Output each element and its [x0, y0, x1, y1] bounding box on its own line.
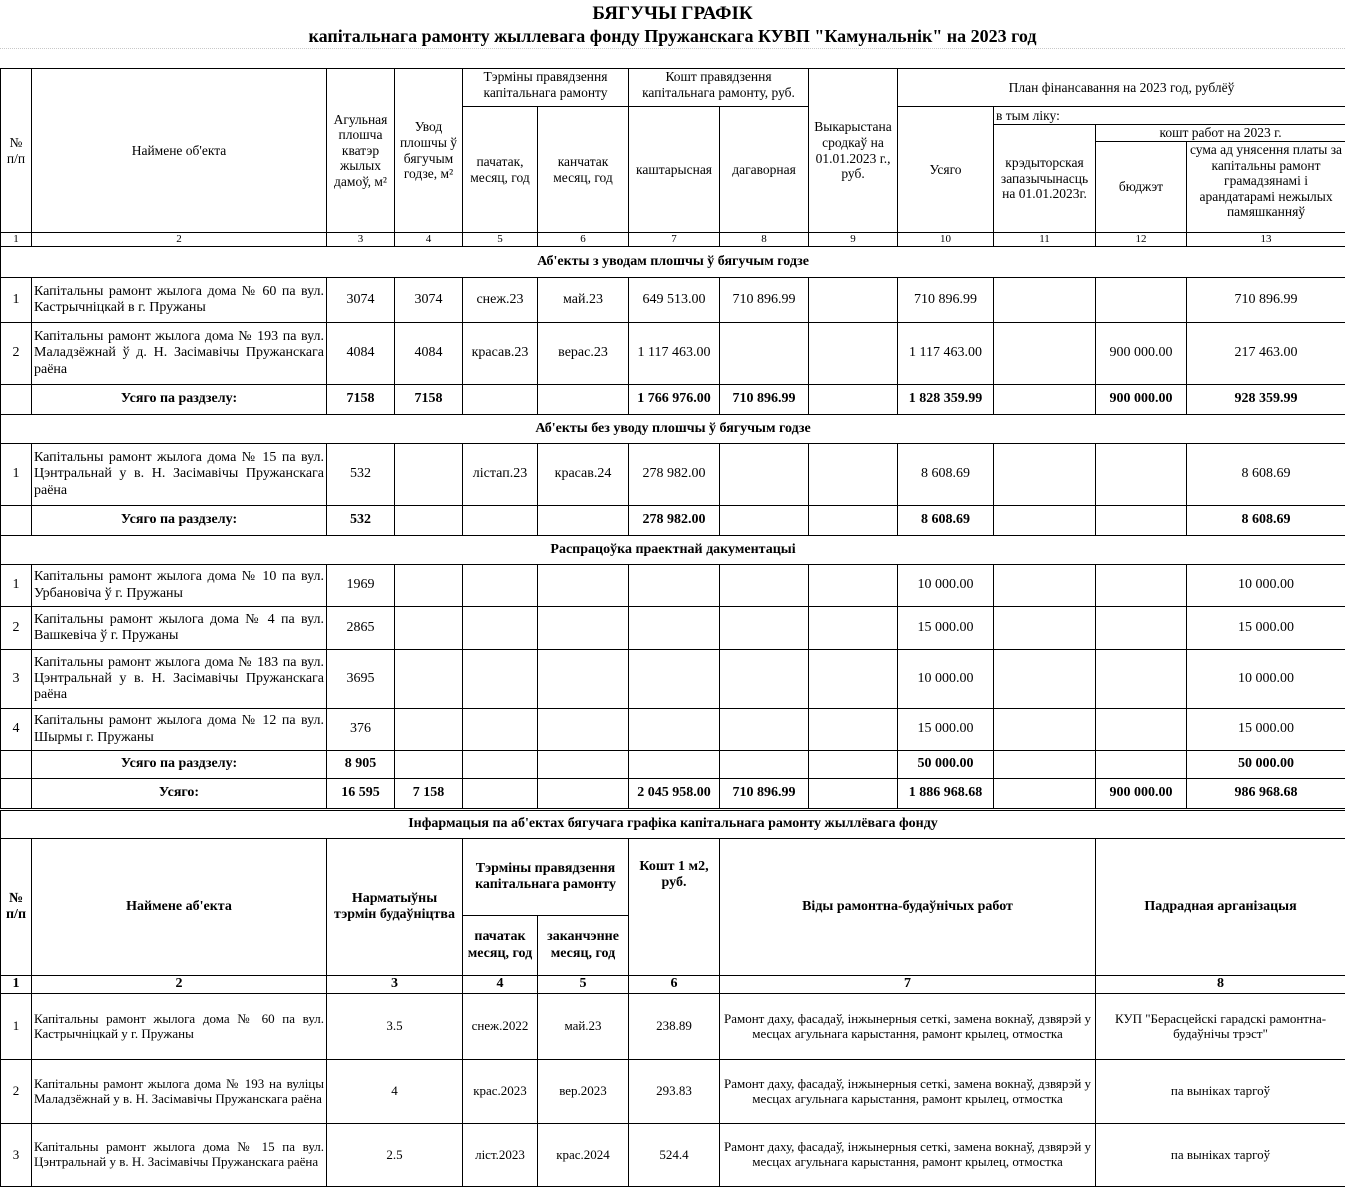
- cell-budget: [1096, 444, 1187, 506]
- cell-budget: [1096, 278, 1187, 323]
- cell-payment: 8 608.69: [1187, 444, 1345, 506]
- cell-estimate: [629, 650, 720, 709]
- subtotal-row: [1, 506, 1345, 536]
- cell-commissioned: [395, 565, 463, 607]
- cell-commissioned: [395, 650, 463, 709]
- page-subtitle: капітальнага рамонту жыллевага фонду Пружанскага КУВП "Камунальнік" на 2023 год: [308, 26, 1037, 46]
- subtotal-label: Усяго па раздзелу:: [32, 385, 327, 415]
- subtotal-estimate: 1 766 976.00: [629, 385, 720, 415]
- end-date: крас.2024: [538, 1124, 629, 1187]
- cell-creditor: [994, 323, 1096, 385]
- start-date: ліст.2023: [463, 1124, 538, 1187]
- table-row: [1, 709, 1345, 751]
- subtotal-empty: [463, 751, 538, 779]
- subtotal-area: 7158: [327, 385, 395, 415]
- row-number: 2: [1, 323, 32, 385]
- row-number: 3: [1, 650, 32, 709]
- subtotal-budget: [1096, 751, 1187, 779]
- column-number: 5: [463, 233, 538, 247]
- section-title: Распрацоўка праектнай дакументацыі: [1, 536, 1345, 565]
- info-header-contractor: Падрадная арганізацыя: [1096, 839, 1345, 976]
- cell-total: 10 000.00: [898, 565, 994, 607]
- cell-creditor: [994, 278, 1096, 323]
- info-table: [0, 810, 1345, 1187]
- col-header-incl: в тым ліку:: [994, 107, 1345, 125]
- subtotal-area: 532: [327, 506, 395, 536]
- object-name: Капітальны рамонт жылога дома № 60 па вул. Кастрычніцкай у г. Пружаны: [32, 994, 327, 1060]
- row-number: 1: [1, 278, 32, 323]
- col-header-start: пачатак, месяц, год: [463, 107, 538, 233]
- table-row: [1, 565, 1345, 607]
- section-row: [1, 247, 1345, 278]
- object-name: Капітальны рамонт жылога дома № 15 па вул. Цэнтральнай у в. Н. Засімавічы Пружанскага раёна: [32, 444, 327, 506]
- subtotal-empty: [463, 506, 538, 536]
- subtotal-budget: 900 000.00: [1096, 385, 1187, 415]
- column-number: 11: [994, 233, 1096, 247]
- grand-total-empty: [809, 779, 898, 809]
- cell-area: 376: [327, 709, 395, 751]
- norm-term: 3.5: [327, 994, 463, 1060]
- col-header-area-total: Агульная плошча кватэр жылых дамоў, м²: [327, 69, 395, 233]
- cell-start: [463, 709, 538, 751]
- cell-contract: [720, 323, 809, 385]
- cell-used: [809, 709, 898, 751]
- subtotal-row: [1, 385, 1345, 415]
- row-number: 2: [1, 607, 32, 650]
- grid-divider: [0, 48, 1345, 49]
- row-number: 1: [1, 444, 32, 506]
- info-row: [1, 994, 1345, 1060]
- grand-total-empty: [994, 779, 1096, 809]
- column-number: 8: [1096, 976, 1345, 994]
- cell-area: 532: [327, 444, 395, 506]
- info-header-terms: Тэрміны правядзення капітальнага рамонту: [463, 839, 629, 916]
- subtotal-total: 50 000.00: [898, 751, 994, 779]
- cell-budget: [1096, 565, 1187, 607]
- subtotal-contract: 710 896.99: [720, 385, 809, 415]
- col-header-creditor: крэдыторская запазычынасць на 01.01.2023г.: [994, 125, 1096, 233]
- grand-total-empty: [463, 779, 538, 809]
- contractor: КУП "Берасцейскі гарадскі рамонтна-будаўнічы трэст": [1096, 994, 1345, 1060]
- table-row: [1, 278, 1345, 323]
- subtotal-row: [1, 751, 1345, 779]
- table-row: [1, 607, 1345, 650]
- subtotal-contract: [720, 506, 809, 536]
- end-date: май.23: [538, 994, 629, 1060]
- cell-contract: [720, 565, 809, 607]
- cell-creditor: [994, 444, 1096, 506]
- cell-end: май.23: [538, 278, 629, 323]
- col-header-terms: Тэрміны правядзення капітальнага рамонту: [483, 69, 608, 100]
- end-date: вер.2023: [538, 1060, 629, 1124]
- info-column-numbers-row: [1, 976, 1345, 994]
- row-number: 3: [1, 1124, 32, 1187]
- cell-estimate: [629, 565, 720, 607]
- column-number: 3: [327, 976, 463, 994]
- works-description: Рамонт даху, фасадаў, інжынерныя сеткі, замена вокнаў, дзвярэй у месцах агульнага карыстання, рамонт крылец, отмостка: [720, 1124, 1096, 1187]
- cell-budget: 900 000.00: [1096, 323, 1187, 385]
- cell-used: [809, 607, 898, 650]
- subtotal-empty: [809, 385, 898, 415]
- cell-total: 710 896.99: [898, 278, 994, 323]
- grand-total-total: 1 886 968.68: [898, 779, 994, 809]
- subtotal-commissioned: [395, 751, 463, 779]
- info-header-num: № п/п: [1, 839, 32, 976]
- column-number: 2: [32, 233, 327, 247]
- object-name: Капітальны рамонт жылога дома № 15 па вул. Цэнтральнай у в. Н. Засімавічы Пружанскага раёна: [32, 1124, 327, 1187]
- cell-area: 4084: [327, 323, 395, 385]
- cell-total: 1 117 463.00: [898, 323, 994, 385]
- info-row: [1, 1124, 1345, 1187]
- section-title: Аб'екты без уводу плошчы ў бягучым годзе: [1, 415, 1345, 444]
- cell-payment: 710 896.99: [1187, 278, 1345, 323]
- column-number: 2: [32, 976, 327, 994]
- col-header-estimate: каштарысная: [629, 107, 720, 233]
- cell-end: [538, 607, 629, 650]
- cell-commissioned: [395, 607, 463, 650]
- grand-total-area: 16 595: [327, 779, 395, 809]
- cell-start: [463, 565, 538, 607]
- column-number: 1: [1, 976, 32, 994]
- subtotal-empty: [538, 751, 629, 779]
- col-header-cost: Кошт правядзення капітальнага рамонту, руб.: [642, 69, 795, 100]
- section-row: [1, 536, 1345, 565]
- info-header-cost: Кошт 1 м2, руб.: [629, 839, 720, 976]
- grand-total-commissioned: 7 158: [395, 779, 463, 809]
- object-name: Капітальны рамонт жылога дома № 10 па вул. Урбановіча ў г. Пружаны: [32, 565, 327, 607]
- object-name: Капітальны рамонт жылога дома № 183 па вул. Цэнтральнай у в. Н. Засімавічы Пружанскага раёна: [32, 650, 327, 709]
- cell-end: верас.23: [538, 323, 629, 385]
- info-section-title: Інфармацыя па аб'ектах бягучага графіка капітальнага рамонту жыллёвага фонду: [1, 811, 1345, 839]
- cell-used: [809, 650, 898, 709]
- cell-estimate: [629, 709, 720, 751]
- cost-per-m2: 524.4: [629, 1124, 720, 1187]
- cell-estimate: [629, 607, 720, 650]
- cell-total: 15 000.00: [898, 709, 994, 751]
- grand-total-payment: 986 968.68: [1187, 779, 1345, 809]
- works-description: Рамонт даху, фасадаў, інжынерныя сеткі, замена вокнаў, дзвярэй у месцах агульнага карыстання, рамонт крылец, отмостка: [720, 994, 1096, 1060]
- cell-used: [809, 323, 898, 385]
- object-name: Капітальны рамонт жылога дома № 193 па вул. Маладзёжнай ў д. Н. Засімавічы Пружанскага раёна: [32, 323, 327, 385]
- grand-total-row: [1, 779, 1345, 809]
- cell-commissioned: [395, 709, 463, 751]
- subtotal-spacer: [1, 385, 32, 415]
- cell-start: снеж.23: [463, 278, 538, 323]
- info-header-norm: Нарматыўны тэрмін будаўніцтва: [327, 839, 463, 976]
- norm-term: 4: [327, 1060, 463, 1124]
- cell-estimate: 649 513.00: [629, 278, 720, 323]
- info-header-start: пачатак месяц, год: [463, 916, 538, 976]
- subtotal-estimate: [629, 751, 720, 779]
- column-number: 8: [720, 233, 809, 247]
- col-header-end: канчатак месяц, год: [538, 107, 629, 233]
- col-header-payment: сума ад унясення платы за капітальны рамонт грамадзянамі і арандатарамі нежылых памяшканняў: [1189, 142, 1343, 220]
- cell-start: [463, 650, 538, 709]
- grand-total-estimate: 2 045 958.00: [629, 779, 720, 809]
- schedule-table: [0, 68, 1345, 809]
- contractor: па выніках таргоў: [1096, 1060, 1345, 1124]
- column-number: 9: [809, 233, 898, 247]
- grand-total-label: Усяго:: [32, 779, 327, 809]
- cell-payment: 15 000.00: [1187, 607, 1345, 650]
- subtotal-budget: [1096, 506, 1187, 536]
- subtotal-area: 8 905: [327, 751, 395, 779]
- row-number: 4: [1, 709, 32, 751]
- cell-used: [809, 565, 898, 607]
- column-number: 7: [720, 976, 1096, 994]
- cell-creditor: [994, 607, 1096, 650]
- subtotal-total: 8 608.69: [898, 506, 994, 536]
- subtotal-empty: [809, 506, 898, 536]
- cell-commissioned: [395, 444, 463, 506]
- info-row: [1, 1060, 1345, 1124]
- table-row: [1, 650, 1345, 709]
- section-row: [1, 415, 1345, 444]
- cell-start: [463, 607, 538, 650]
- cell-contract: [720, 650, 809, 709]
- subtotal-payment: 928 359.99: [1187, 385, 1345, 415]
- cell-start: красав.23: [463, 323, 538, 385]
- works-description: Рамонт даху, фасадаў, інжынерныя сеткі, замена вокнаў, дзвярэй у месцах агульнага карыстання, рамонт крылец, отмостка: [720, 1060, 1096, 1124]
- table-row: [1, 323, 1345, 385]
- subtotal-total: 1 828 359.99: [898, 385, 994, 415]
- subtotal-contract: [720, 751, 809, 779]
- cell-used: [809, 444, 898, 506]
- column-number: 5: [538, 976, 629, 994]
- cell-end: красав.24: [538, 444, 629, 506]
- column-number: 3: [327, 233, 395, 247]
- subtotal-commissioned: [395, 506, 463, 536]
- cell-area: 2865: [327, 607, 395, 650]
- cell-creditor: [994, 565, 1096, 607]
- grand-total-empty: [538, 779, 629, 809]
- cell-payment: 217 463.00: [1187, 323, 1345, 385]
- cell-estimate: 278 982.00: [629, 444, 720, 506]
- cost-per-m2: 293.83: [629, 1060, 720, 1124]
- cell-commissioned: 4084: [395, 323, 463, 385]
- cell-area: 3074: [327, 278, 395, 323]
- column-number: 4: [395, 233, 463, 247]
- column-number: 7: [629, 233, 720, 247]
- info-header-end: заканчэнне месяц, год: [538, 916, 629, 976]
- cell-commissioned: 3074: [395, 278, 463, 323]
- object-name: Капітальны рамонт жылога дома № 12 па вул. Шырмы г. Пружаны: [32, 709, 327, 751]
- grand-total-contract: 710 896.99: [720, 779, 809, 809]
- cell-budget: [1096, 650, 1187, 709]
- cell-contract: [720, 607, 809, 650]
- cell-creditor: [994, 709, 1096, 751]
- subtotal-payment: 50 000.00: [1187, 751, 1345, 779]
- cell-contract: [720, 709, 809, 751]
- subtotal-empty: [994, 385, 1096, 415]
- info-header-works: Віды рамонтна-будаўнічых работ: [720, 839, 1096, 976]
- subtotal-commissioned: 7158: [395, 385, 463, 415]
- col-header-works-cost: кошт работ на 2023 г.: [1096, 125, 1345, 142]
- cell-payment: 10 000.00: [1187, 565, 1345, 607]
- cell-contract: 710 896.99: [720, 278, 809, 323]
- col-header-used: Выкарыстана сродкаў на 01.01.2023 г., руб.: [809, 69, 898, 233]
- column-number: 6: [629, 976, 720, 994]
- column-number: 12: [1096, 233, 1187, 247]
- cost-per-m2: 238.89: [629, 994, 720, 1060]
- subtotal-label: Усяго па раздзелу:: [32, 751, 327, 779]
- subtotal-empty: [463, 385, 538, 415]
- column-number: 1: [1, 233, 32, 247]
- cell-total: 15 000.00: [898, 607, 994, 650]
- cell-payment: 15 000.00: [1187, 709, 1345, 751]
- col-header-plan: План фінансавання на 2023 год, рублёў: [898, 69, 1345, 107]
- object-name: Капітальны рамонт жылога дома № 193 на вуліцы Маладзёжнай у в. Н. Засімавічы Пружанскага раёна: [32, 1060, 327, 1124]
- grand-total-budget: 900 000.00: [1096, 779, 1187, 809]
- col-header-num: № п/п: [1, 69, 32, 233]
- subtotal-empty: [538, 385, 629, 415]
- subtotal-spacer: [1, 506, 32, 536]
- object-name: Капітальны рамонт жылога дома № 60 па вул. Кастрычніцкай в г. Пружаны: [32, 278, 327, 323]
- row-number: 2: [1, 1060, 32, 1124]
- subtotal-label: Усяго па раздзелу:: [32, 506, 327, 536]
- object-name: Капітальны рамонт жылога дома № 4 па вул. Вашкевіча ў г. Пружаны: [32, 607, 327, 650]
- cell-budget: [1096, 709, 1187, 751]
- cell-total: 8 608.69: [898, 444, 994, 506]
- subtotal-empty: [538, 506, 629, 536]
- col-header-contract: дагаворная: [720, 107, 809, 233]
- cell-end: [538, 709, 629, 751]
- subtotal-empty: [994, 751, 1096, 779]
- subtotal-empty: [994, 506, 1096, 536]
- cell-estimate: 1 117 463.00: [629, 323, 720, 385]
- section-title: Аб'екты з уводам плошчы ў бягучым годзе: [1, 247, 1345, 278]
- column-numbers-row: [1, 233, 1345, 247]
- info-header-name: Наймене аб'екта: [32, 839, 327, 976]
- contractor: па выніках таргоў: [1096, 1124, 1345, 1187]
- start-date: снеж.2022: [463, 994, 538, 1060]
- cell-used: [809, 278, 898, 323]
- column-number: 13: [1187, 233, 1345, 247]
- row-number: 1: [1, 994, 32, 1060]
- col-header-name: Наймене об'екта: [32, 69, 327, 233]
- cell-area: 1969: [327, 565, 395, 607]
- column-number: 10: [898, 233, 994, 247]
- column-number: 4: [463, 976, 538, 994]
- cell-creditor: [994, 650, 1096, 709]
- start-date: крас.2023: [463, 1060, 538, 1124]
- col-header-budget: бюджэт: [1096, 142, 1187, 233]
- norm-term: 2.5: [327, 1124, 463, 1187]
- grand-total-spacer: [1, 779, 32, 809]
- table-row: [1, 444, 1345, 506]
- cell-payment: 10 000.00: [1187, 650, 1345, 709]
- row-number: 1: [1, 565, 32, 607]
- cell-end: [538, 565, 629, 607]
- cell-total: 10 000.00: [898, 650, 994, 709]
- cell-area: 3695: [327, 650, 395, 709]
- cell-start: лістап.23: [463, 444, 538, 506]
- col-header-total: Усяго: [898, 107, 994, 233]
- column-number: 6: [538, 233, 629, 247]
- subtotal-payment: 8 608.69: [1187, 506, 1345, 536]
- cell-budget: [1096, 607, 1187, 650]
- cell-contract: [720, 444, 809, 506]
- subtotal-empty: [809, 751, 898, 779]
- cell-end: [538, 650, 629, 709]
- col-header-area-commissioned: Увод плошчы ў бягучым годзе, м²: [395, 69, 463, 233]
- subtotal-spacer: [1, 751, 32, 779]
- page-title: БЯГУЧЫ ГРАФІК: [592, 3, 753, 24]
- subtotal-estimate: 278 982.00: [629, 506, 720, 536]
